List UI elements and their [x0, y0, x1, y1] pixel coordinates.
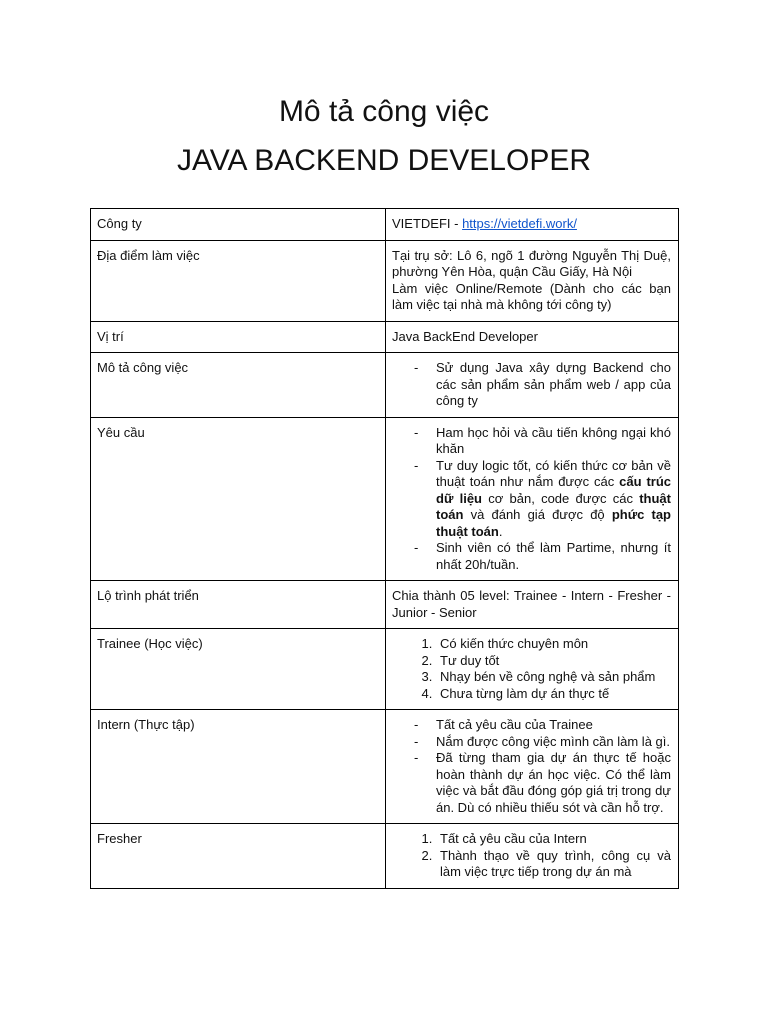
list-item: - Sinh viên có thể làm Partime, nhưng ít nhất 20h/tuần.	[436, 540, 671, 573]
page-subtitle: JAVA BACKEND DEVELOPER	[176, 144, 592, 177]
requirement-text: .	[498, 523, 503, 539]
list-item: - Sử dụng Java xây dựng Backend cho các sản phẩm sản phẩm web / app của công ty	[436, 360, 671, 410]
row-value-intern	[386, 710, 679, 824]
row-value-roadmap: Chia thành 05 level: Trainee - Intern - Fresher - Junior - Senior	[386, 581, 679, 629]
list-item: 1. Có kiến thức chuyên môn	[436, 636, 671, 653]
list-item	[436, 458, 671, 541]
requirement-emphasis: phức tạp thuật toán	[436, 507, 671, 539]
row-label-fresher: Fresher	[91, 824, 386, 889]
page-title: Mô tả công việc	[278, 95, 490, 128]
table-row-fresher	[91, 824, 679, 889]
table-row-roadmap	[91, 581, 679, 629]
list-item: - Đã từng tham gia dự án thực tế hoặc hoàn thành dự án học việc. Có thể làm việc và bắt đầu đóng góp giá trị trong dự án. Dù có nhiều thiếu sót và cần hỗ trợ.	[436, 750, 671, 816]
table-row-trainee	[91, 629, 679, 710]
trainee-list	[392, 636, 671, 702]
row-label-intern: Intern (Thực tập)	[91, 710, 386, 824]
requirement-emphasis: thuật toán	[436, 490, 671, 522]
job-description-table	[90, 208, 679, 889]
table-row-requirements	[91, 417, 679, 581]
fresher-list	[392, 831, 671, 881]
table-row-position	[91, 321, 679, 353]
list-item: 3. Nhạy bén về công nghệ và sản phẩm	[436, 669, 671, 686]
row-value-description	[386, 353, 679, 418]
requirement-text: và đánh giá được độ	[463, 507, 612, 522]
location-office: Tại trụ sở: Lô 6, ngõ 1 đường Nguyễn Thị Duệ, phường Yên Hòa, quận Cầu Giấy, Hà Nội	[392, 247, 671, 279]
row-label-description: Mô tả công việc	[91, 353, 386, 418]
company-website-link[interactable]: https://vietdefi.work/	[462, 216, 577, 231]
table-row-company	[91, 209, 679, 241]
requirement-text: cơ bản, code được các	[482, 490, 640, 506]
row-label-trainee: Trainee (Học việc)	[91, 629, 386, 710]
description-list	[392, 360, 671, 410]
row-label-position: Vị trí	[91, 321, 386, 353]
list-item: 2. Tư duy tốt	[436, 653, 671, 670]
row-label-roadmap: Lộ trình phát triển	[91, 581, 386, 629]
list-item: 1. Tất cả yêu cầu của Intern	[436, 831, 671, 848]
list-item: - Ham học hỏi và cầu tiến không ngại khó khăn	[436, 425, 671, 458]
row-value-location	[386, 240, 679, 321]
table-row-description	[91, 353, 679, 418]
table-row-intern	[91, 710, 679, 824]
row-value-fresher	[386, 824, 679, 889]
intern-list	[392, 717, 671, 816]
row-label-company: Công ty	[91, 209, 386, 241]
table-row-location	[91, 240, 679, 321]
row-value-company	[386, 209, 679, 241]
list-item: - Tất cả yêu cầu của Trainee	[436, 717, 671, 734]
location-remote: Làm việc Online/Remote (Dành cho các bạn làm việc tại nhà mà không tới công ty)	[392, 280, 671, 312]
row-label-location: Địa điểm làm việc	[91, 240, 386, 321]
requirement-text: Tư duy logic tốt, có kiến thức cơ bản về thuật toán như nắm được các	[436, 457, 671, 489]
row-value-position: Java BackEnd Developer	[386, 321, 679, 353]
company-name: VIETDEFI -	[392, 216, 463, 231]
row-value-trainee	[386, 629, 679, 710]
list-item: 2. Thành thạo về quy trình, công cụ và làm việc trực tiếp trong dự án mà	[436, 848, 671, 881]
list-item: 4. Chưa từng làm dự án thực tế	[436, 686, 671, 703]
requirement-emphasis: cấu trúc dữ liệu	[436, 474, 671, 506]
requirements-list	[392, 425, 671, 574]
row-value-requirements	[386, 417, 679, 581]
row-label-requirements: Yêu cầu	[91, 417, 386, 581]
list-item: - Nắm được công việc mình cần làm là gì.	[436, 734, 671, 751]
